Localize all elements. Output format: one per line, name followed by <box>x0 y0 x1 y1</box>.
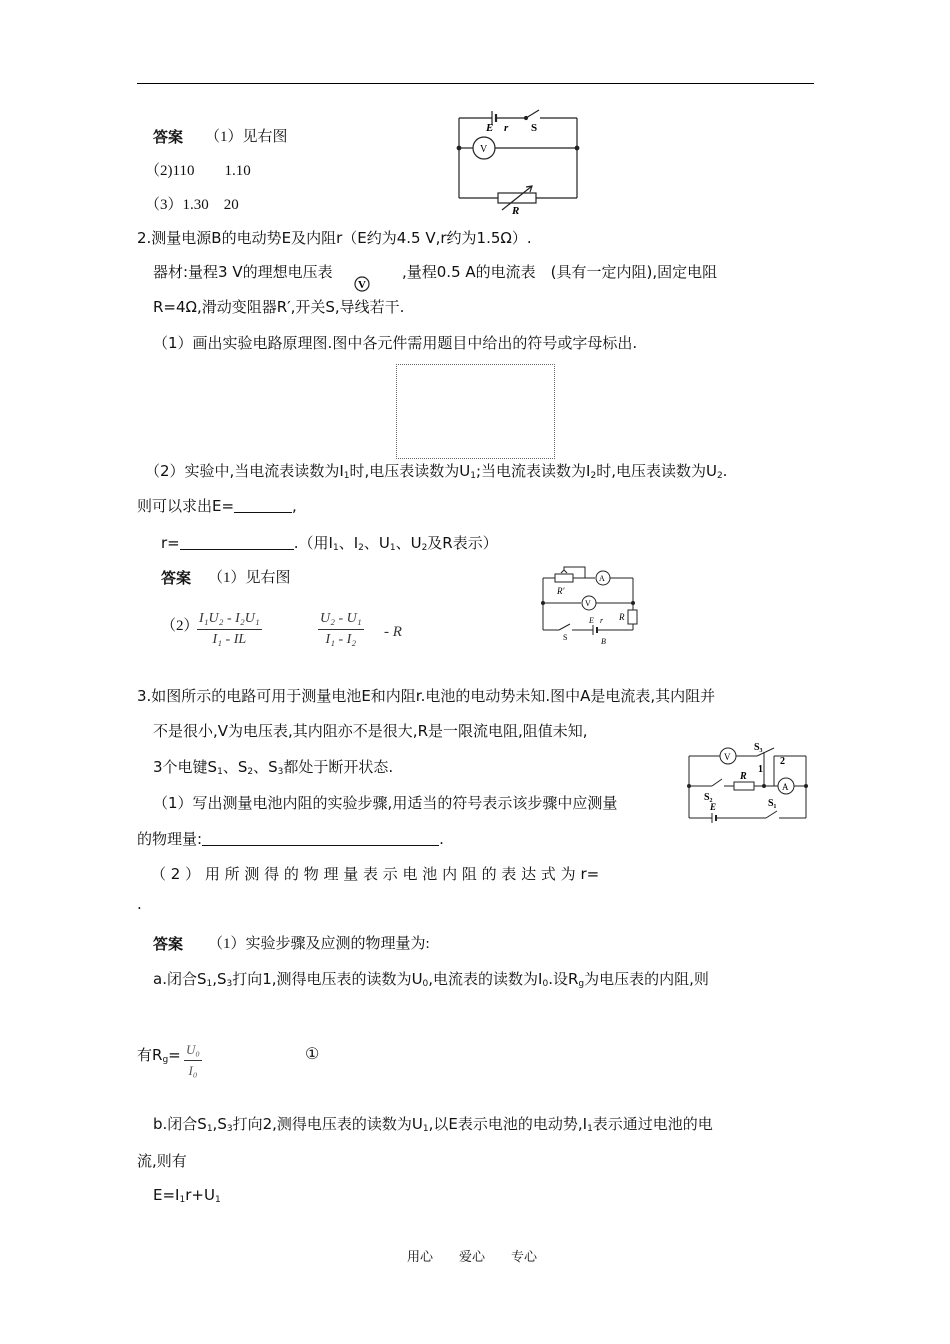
rg-fraction: $\frac{\text{U₀}}{\text{I₀}}$ <box>186 1042 200 1078</box>
circuit2-label-S: S <box>563 633 568 642</box>
circuit3-label-S3: S₃ <box>754 742 763 753</box>
q3-equation-e: $E=I_1r+U_1$ <box>153 1186 221 1205</box>
e-answer-blank[interactable] <box>234 498 292 513</box>
rg-formula-label: 有$R_g=$ <box>137 1046 181 1065</box>
equation-number-1: ① <box>305 1046 320 1063</box>
circuit3-label-E: E <box>710 802 717 812</box>
circuit3-label-R: R <box>740 771 747 782</box>
q2-answer-label: 答案 <box>161 569 192 587</box>
circuit2-label-V: V <box>585 599 591 608</box>
q2-part-2: （2）实验中,当电流表读数为$I_1$时,电压表读数为$U_1$;当电流表读数为$I_2$时,电压表读数为$U_2$. <box>145 462 728 481</box>
q2-r-blank-line: r= .（用$I_1$、$I_2$、$U_1$、$U_2$及R表示） <box>161 534 498 553</box>
svg-text:V: V <box>358 279 366 291</box>
circuit1-label-V: V <box>480 144 488 155</box>
circuit1-label-S: S <box>531 122 538 134</box>
q3-answer-label: 答案 <box>153 935 184 953</box>
answer-2: （2)110 1.10 <box>145 163 251 179</box>
page-footer: 用心 爱心 专心 <box>407 1249 538 1264</box>
circuit3-label-1: 1 <box>758 764 763 775</box>
circuit-diagram-1 <box>452 104 587 216</box>
circuit1-label-R: R <box>512 205 520 216</box>
circuit2-label-R: R <box>619 612 625 622</box>
voltmeter-icon <box>354 276 370 292</box>
circuit1-label-E: E <box>486 122 494 134</box>
circuit2-label-Rp: R′ <box>557 586 565 596</box>
circuit3-label-S1: S₁ <box>768 798 777 809</box>
fraction-r-expression: $\frac{\text{U₂ - U₁}}{\text{I₁ - I₂}}$ <box>320 611 362 647</box>
q3-line-3: 3个电键$S_1$、$S_2$、$S_3$都处于断开状态. <box>153 758 394 777</box>
q3-step-b: b.闭合$S_1,S_3$打向2,测得电压表的读数为$U_1$,以E表示电池的电动势$,I_1$表示通过电池的电 <box>153 1115 713 1134</box>
q3-answer-intro: （1）实验步骤及应测的物理量为: <box>208 936 430 952</box>
circuit3-label-S2: S₂ <box>704 792 713 803</box>
circuit2-label-E: E <box>589 616 594 625</box>
answer-1: （1）见右图 <box>205 129 288 145</box>
header-rule <box>137 83 814 84</box>
answer-3: （3）1.30 20 <box>145 197 239 213</box>
q2-part-1: （1）画出实验电路原理图.图中各元件需用题目中给出的符号或字母标出. <box>153 334 638 352</box>
q2-e-blank-line: 则可以求出E= , <box>137 497 297 515</box>
circuit3-label-2: 2 <box>780 756 785 767</box>
q3-line-1: 3.如图所示的电路可用于测量电池E和内阻r.电池的电动势未知.图中A是电流表,其内阻并 <box>137 687 716 705</box>
q2-title: 2.测量电源B的电动势E及内阻r（E约为4.5 V,r约为1.5Ω）. <box>137 229 532 247</box>
r-answer-blank[interactable] <box>180 535 294 550</box>
q3-step-a: a.闭合$S_1,S_3$打向1,测得电压表的读数为$U_0$,电流表的读数为$I_0$.设$R_g$为电压表的内阻,则 <box>153 970 709 989</box>
q3-line-5: 的物理量: . <box>137 830 444 848</box>
fraction-e-expression: $\frac{\text{I₁U₂ - I₂U₁}}{\text{I₁ - IL}}$ <box>199 611 260 647</box>
circuit2-label-B: B <box>601 637 606 646</box>
circuit2-label-A: A <box>599 574 605 583</box>
circuit1-label-r: r <box>504 122 509 134</box>
q2-answer-2-label: （2） <box>161 618 199 634</box>
q3-step-b-line-2: 流,则有 <box>137 1152 187 1170</box>
q3-line-4: （1）写出测量电池内阻的实验步骤,用适当的符号表示该步骤中应测量 <box>153 794 618 812</box>
q2-equipment-1b: ,量程0.5 A的电流表 (具有一定内阻),固定电阻 <box>402 263 718 281</box>
q2-equipment-2: R=4Ω,滑动变阻器R′,开关S,导线若干. <box>153 298 405 316</box>
answer-drawing-box <box>396 364 555 459</box>
circuit3-label-V: V <box>724 752 731 762</box>
circuit-diagram-3 <box>682 740 812 825</box>
circuit-diagram-2 <box>537 566 642 648</box>
q3-line-6-dot: . <box>137 895 142 913</box>
q3-line-2: 不是很小,V为电压表,其内阻亦不是很大,R是一限流电阻,阻值未知, <box>153 722 588 740</box>
circuit3-label-A: A <box>782 782 789 792</box>
q3-line-6: （ 2 ） 用 所 测 得 的 物 理 量 表 示 电 池 内 阻 的 表 达 式 为 r= <box>151 865 600 883</box>
q2-answer-1: （1）见右图 <box>208 570 291 586</box>
answer-label: 答案 <box>153 128 184 146</box>
q2-equipment-1: 器材:量程3 V的理想电压表 <box>153 263 333 281</box>
r-minus-R: - R <box>384 624 402 640</box>
steps-answer-blank[interactable] <box>202 831 439 846</box>
circuit2-label-r: r <box>600 616 604 625</box>
